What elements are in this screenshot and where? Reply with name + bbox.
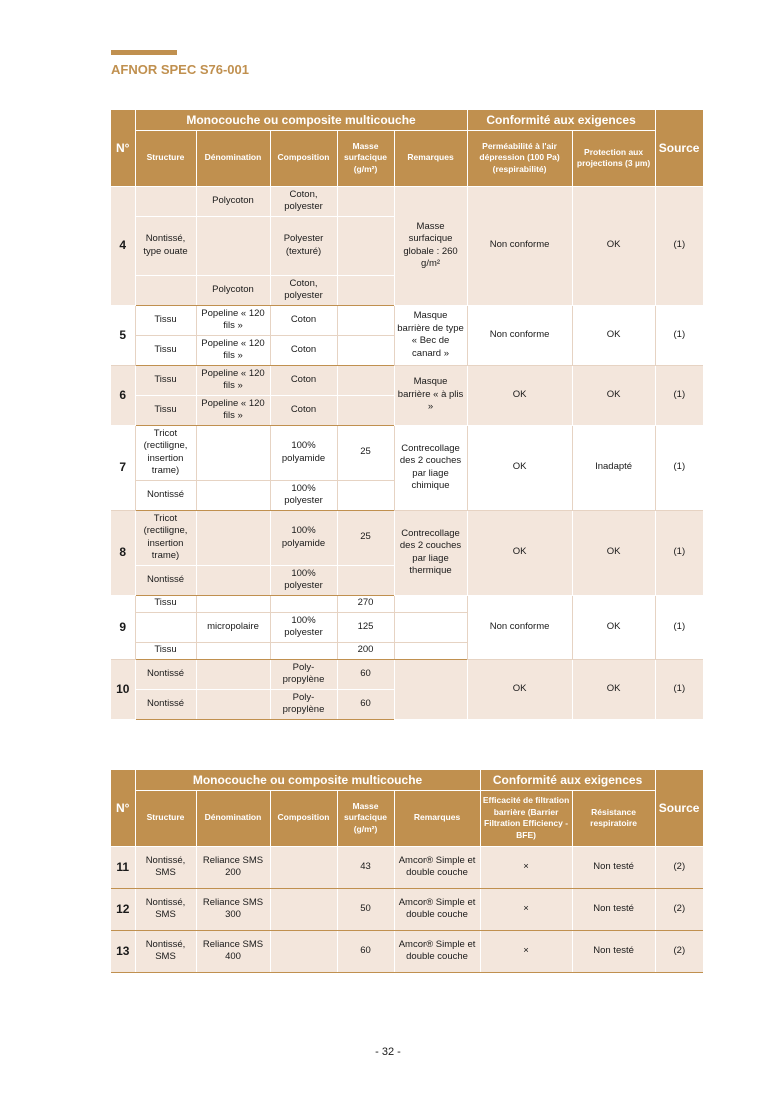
header-group-conformite: Conformité aux exigences — [480, 770, 655, 790]
table-row — [111, 510, 703, 565]
header-group-mono: Monocouche ou composite multicouche — [135, 770, 480, 790]
cell-denomination: Reliance SMS 200 — [196, 846, 270, 888]
table-row — [111, 425, 703, 480]
cell-source: (2) — [655, 846, 703, 888]
cell-protection: OK — [572, 186, 655, 305]
header-masse: Masse surfacique (g/m²) — [337, 790, 394, 846]
row-num: 10 — [111, 659, 135, 719]
row-num: 5 — [111, 305, 135, 365]
cell-structure: Nontissé — [135, 689, 196, 719]
cell-structure: Nontissé, SMS — [135, 930, 196, 972]
header-efficacite: Efficacité de filtration barrière (Barrier Filtration Efficiency - BFE) — [480, 790, 572, 846]
cell-source: (1) — [655, 595, 703, 659]
cell-structure: Tissu — [135, 642, 196, 659]
cell-masse: 200 — [337, 642, 394, 659]
cell-composition: Coton, polyester — [270, 275, 337, 305]
table-row — [111, 888, 703, 930]
row-num: 8 — [111, 510, 135, 595]
cell-remarques: Contrecollage des 2 couches par liage thermique — [394, 510, 467, 595]
document-title: AFNOR SPEC S76-001 — [111, 62, 249, 77]
cell-source: (1) — [655, 305, 703, 365]
cell-permeabilite: Non conforme — [467, 595, 572, 659]
cell-permeabilite: OK — [467, 425, 572, 510]
cell-denomination: Reliance SMS 300 — [196, 888, 270, 930]
cell-composition: 100% polyamide — [270, 425, 337, 480]
row-num: 9 — [111, 595, 135, 659]
title-accent-bar — [111, 50, 177, 55]
cell-source: (1) — [655, 365, 703, 425]
cell-denomination: Polycoton — [196, 275, 270, 305]
table-row — [111, 930, 703, 972]
results-table-2 — [111, 770, 704, 973]
cell-resistance: Non testé — [572, 888, 655, 930]
header-denomination: Dénomination — [196, 130, 270, 186]
cell-protection: OK — [572, 365, 655, 425]
cell-composition: Poly-propylène — [270, 689, 337, 719]
cell-composition: Coton — [270, 365, 337, 395]
cell-composition — [270, 846, 337, 888]
table-row — [111, 186, 703, 216]
cell-protection: OK — [572, 510, 655, 595]
row-num: 4 — [111, 186, 135, 305]
table-row — [111, 659, 703, 689]
cell-efficacite: × — [480, 930, 572, 972]
cell-denomination: Popeline « 120 fils » — [196, 335, 270, 365]
cell-composition — [270, 930, 337, 972]
cell-structure: Nontissé, SMS — [135, 846, 196, 888]
cell-source: (1) — [655, 659, 703, 719]
cell-composition: Poly-propylène — [270, 659, 337, 689]
header-remarques: Remarques — [394, 130, 467, 186]
header-source: Source — [655, 110, 703, 186]
cell-denomination: Reliance SMS 400 — [196, 930, 270, 972]
cell-denomination: Polycoton — [196, 186, 270, 216]
cell-structure: Tissu — [135, 395, 196, 425]
header-remarques: Remarques — [394, 790, 480, 846]
cell-source: (1) — [655, 510, 703, 595]
cell-composition: Coton, polyester — [270, 186, 337, 216]
header-source: Source — [655, 770, 703, 846]
row-num: 12 — [111, 888, 135, 930]
cell-remarques: Masse surfacique globale : 260 g/m² — [394, 186, 467, 305]
header-num: N° — [111, 110, 135, 186]
cell-source: (2) — [655, 888, 703, 930]
cell-source: (2) — [655, 930, 703, 972]
cell-composition — [270, 888, 337, 930]
page-number: - 32 - — [375, 1046, 401, 1058]
cell-structure: Nontissé, SMS — [135, 888, 196, 930]
cell-source: (1) — [655, 186, 703, 305]
table-row — [111, 365, 703, 395]
header-group-mono: Monocouche ou composite multicouche — [135, 110, 467, 130]
header-permeabilite: Perméabilité à l'air dépression (100 Pa) (respirabilité) — [467, 130, 572, 186]
header-resistance: Résistance respiratoire — [572, 790, 655, 846]
cell-masse: 60 — [337, 659, 394, 689]
cell-permeabilite: OK — [467, 659, 572, 719]
results-table-1 — [111, 110, 704, 720]
cell-structure: Nontissé — [135, 565, 196, 595]
cell-composition: Coton — [270, 305, 337, 335]
cell-efficacite: × — [480, 846, 572, 888]
header-denomination: Dénomination — [196, 790, 270, 846]
cell-structure: Tissu — [135, 335, 196, 365]
table-row — [111, 846, 703, 888]
cell-remarques: Amcor® Simple et double couche — [394, 846, 480, 888]
cell-resistance: Non testé — [572, 930, 655, 972]
cell-source: (1) — [655, 425, 703, 510]
cell-masse: 270 — [337, 595, 394, 612]
cell-resistance: Non testé — [572, 846, 655, 888]
cell-structure: Tricot (rectiligne, insertion trame) — [135, 510, 196, 565]
header-structure: Structure — [135, 790, 196, 846]
cell-masse: 25 — [337, 510, 394, 565]
cell-masse: 125 — [337, 612, 394, 642]
cell-denomination: Popeline « 120 fils » — [196, 305, 270, 335]
cell-protection: OK — [572, 595, 655, 659]
header-num: N° — [111, 770, 135, 846]
header-structure: Structure — [135, 130, 196, 186]
cell-denomination: micropolaire — [196, 612, 270, 642]
cell-composition: 100% polyester — [270, 565, 337, 595]
cell-protection: Inadapté — [572, 425, 655, 510]
cell-composition: 100% polyamide — [270, 510, 337, 565]
cell-remarques: Masque barrière de type « Bec de canard » — [394, 305, 467, 365]
cell-composition: 100% polyester — [270, 612, 337, 642]
cell-structure: Nontissé, type ouate — [135, 216, 196, 275]
cell-composition: Coton — [270, 335, 337, 365]
cell-denomination: Popeline « 120 fils » — [196, 365, 270, 395]
cell-masse: 50 — [337, 888, 394, 930]
cell-composition: 100% polyester — [270, 480, 337, 510]
cell-protection: OK — [572, 305, 655, 365]
cell-protection: OK — [572, 659, 655, 719]
cell-remarques: Contrecollage des 2 couches par liage chimique — [394, 425, 467, 510]
row-num: 13 — [111, 930, 135, 972]
cell-permeabilite: OK — [467, 365, 572, 425]
cell-remarques: Amcor® Simple et double couche — [394, 930, 480, 972]
cell-masse: 25 — [337, 425, 394, 480]
cell-composition: Coton — [270, 395, 337, 425]
cell-masse: 60 — [337, 689, 394, 719]
cell-efficacite: × — [480, 888, 572, 930]
header-composition: Composition — [270, 130, 337, 186]
header-masse: Masse surfacique (g/m²) — [337, 130, 394, 186]
cell-permeabilite: Non conforme — [467, 186, 572, 305]
cell-permeabilite: OK — [467, 510, 572, 595]
cell-structure: Nontissé — [135, 659, 196, 689]
cell-masse: 43 — [337, 846, 394, 888]
header-group-conformite: Conformité aux exigences — [467, 110, 655, 130]
cell-structure: Tissu — [135, 365, 196, 395]
cell-remarques: Amcor® Simple et double couche — [394, 888, 480, 930]
cell-denomination: Popeline « 120 fils » — [196, 395, 270, 425]
table-row — [111, 305, 703, 335]
cell-masse: 60 — [337, 930, 394, 972]
cell-composition: Polyester (texturé) — [270, 216, 337, 275]
header-composition: Composition — [270, 790, 337, 846]
table-row — [111, 595, 703, 612]
cell-structure: Nontissé — [135, 480, 196, 510]
row-num: 7 — [111, 425, 135, 510]
row-num: 11 — [111, 846, 135, 888]
cell-structure: Tissu — [135, 595, 196, 612]
row-num: 6 — [111, 365, 135, 425]
cell-remarques: Masque barrière « à plis » — [394, 365, 467, 425]
header-protection: Protection aux projections (3 µm) — [572, 130, 655, 186]
cell-structure: Tricot (rectiligne, insertion trame) — [135, 425, 196, 480]
cell-permeabilite: Non conforme — [467, 305, 572, 365]
cell-structure: Tissu — [135, 305, 196, 335]
